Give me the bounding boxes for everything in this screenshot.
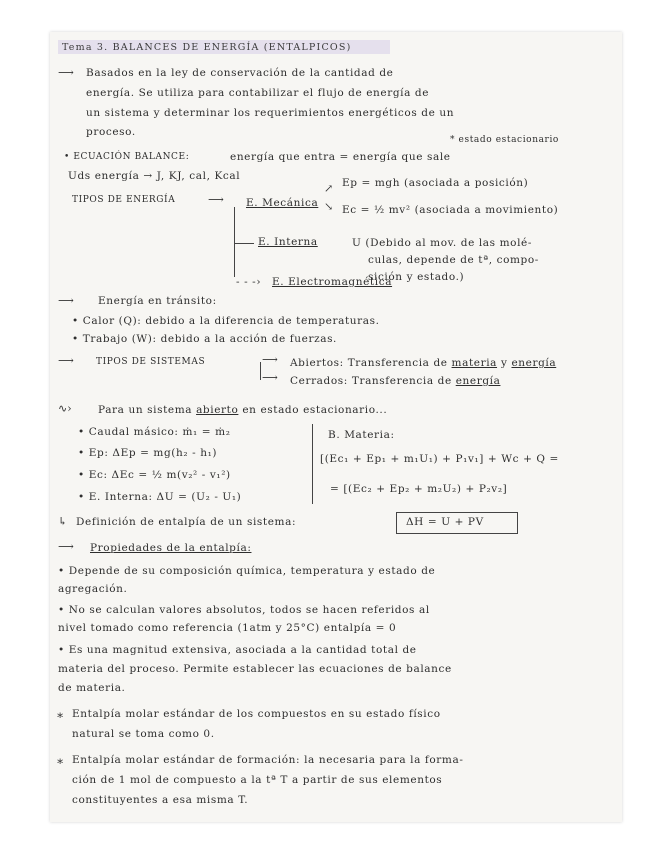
prop-line: • Es una magnitud extensiva, asociada a la cantidad total de xyxy=(58,644,417,656)
ecuacion-text: energía que entra = energía que sale xyxy=(230,151,451,163)
ep-line: Ep = mgh (asociada a posición) xyxy=(342,177,529,189)
intro-line: Basados en la ley de conservación de la cantidad de xyxy=(86,67,394,79)
interna: E. Interna xyxy=(258,236,318,248)
tipos-sistemas-label: TIPOS DE SISTEMAS xyxy=(96,357,206,367)
para-sistema xyxy=(98,404,387,416)
definicion-formula: ΔH = U + PV xyxy=(406,516,484,528)
abiertos-y: y xyxy=(497,357,512,369)
arrow-icon: ⟶ xyxy=(58,66,74,79)
ep-delta: • Ep: ΔEp = mg(h₂ - h₁) xyxy=(78,447,218,459)
hook-arrow-icon: ↳ xyxy=(58,515,68,528)
star1-line: Entalpía molar estándar de los compuestos en su estado físico xyxy=(72,708,441,720)
unidades: Uds energía → J, KJ, cal, Kcal xyxy=(68,170,241,182)
arrow-icon: ⟶ xyxy=(58,354,74,367)
tree-vline xyxy=(260,362,261,380)
star-icon: ∗ xyxy=(56,708,65,722)
prop-line: materia del proceso. Permite establecer las ecuaciones de balance xyxy=(58,663,452,675)
star2-line: ción de 1 mol de compuesto a la tª T a partir de sus elementos xyxy=(72,774,443,786)
abiertos xyxy=(290,357,556,369)
star-icon: ∗ xyxy=(56,754,65,768)
transito: Energía en tránsito: xyxy=(98,295,217,307)
brace-icon: ↗ xyxy=(324,182,334,195)
trabajo: • Trabajo (W): debido a la acción de fuerzas. xyxy=(72,333,337,345)
interna-desc: U (Debido al mov. de las molé- xyxy=(352,237,532,249)
brace-icon: ↘ xyxy=(324,200,334,213)
wavy-arrow-icon: ∿› xyxy=(58,402,72,415)
arrow-icon: ⟶ xyxy=(262,371,278,384)
ec-delta: • Ec: ΔEc = ½ m(v₂² - v₁²) xyxy=(78,469,231,481)
tree-hline xyxy=(234,243,254,244)
page-title: Tema 3. BALANCES DE ENERGÍA (ENTALPICOS) xyxy=(62,42,352,53)
star2-line: Entalpía molar estándar de formación: la necesaria para la forma- xyxy=(72,754,464,766)
intro-line: proceso. xyxy=(86,126,136,138)
prop-line: de materia. xyxy=(58,682,126,694)
star1-line: natural se toma como 0. xyxy=(72,728,215,740)
cerrados-energia: energía xyxy=(455,375,501,387)
interna-desc: sición y estado.) xyxy=(368,271,465,283)
prop-line: agregación. xyxy=(58,583,128,595)
arrow-icon: ⟶ xyxy=(262,353,278,366)
arrow-icon: ⟶ xyxy=(58,294,74,307)
caudal: • Caudal másico: ṁ₁ = ṁ₂ xyxy=(78,426,231,438)
dashed-arrow-icon: - - -› xyxy=(236,276,262,288)
electromagnetica: E. Electromagnética xyxy=(272,276,393,288)
tree-vline xyxy=(234,207,235,277)
equation-1: [(Ec₁ + Ep₁ + m₁U₁) + P₁v₁] + Wc + Q = xyxy=(320,453,559,465)
prop-line: • Depende de su composición química, temperatura y estado de xyxy=(58,565,436,577)
cerrados xyxy=(290,375,500,387)
calor: • Calor (Q): debido a la diferencia de temperaturas. xyxy=(72,315,380,327)
prop-line: • No se calculan valores absolutos, todos se hacen referidos al xyxy=(58,604,430,616)
ec-line: Ec = ½ mv² (asociada a movimiento) xyxy=(342,204,559,216)
arrow-icon: ⟶ xyxy=(58,540,74,553)
abiertos-materia: materia xyxy=(451,357,498,369)
mecanica: E. Mecánica xyxy=(246,197,319,209)
b-materia: B. Materia: xyxy=(328,429,395,441)
equation-2: = [(Ec₂ + Ep₂ + m₂U₂) + P₂v₂] xyxy=(330,483,508,495)
star2-line: constituyentes a esa misma T. xyxy=(72,794,249,806)
definicion: Definición de entalpía de un sistema: xyxy=(76,516,297,528)
tipos-energia-label: TIPOS DE ENERGÍA xyxy=(72,195,176,205)
notebook-page xyxy=(50,32,622,822)
para-abierto: abierto xyxy=(196,404,239,416)
ei-delta: • E. Interna: ΔU = (U₂ - U₁) xyxy=(78,491,242,503)
abiertos-energia: energía xyxy=(511,357,557,369)
prop-line: nivel tomado como referencia (1atm y 25°C) entalpía = 0 xyxy=(58,622,397,634)
cerrados-label: Cerrados: Transferencia de xyxy=(290,375,456,387)
note-estado: * estado estacionario xyxy=(450,135,559,145)
para-pre: Para un sistema xyxy=(98,404,197,416)
intro-line: un sistema y determinar los requerimientos energéticos de un xyxy=(86,107,455,119)
interna-desc: culas, depende de tª, compo- xyxy=(368,254,539,266)
intro-line: energía. Se utiliza para contabilizar el flujo de energía de xyxy=(86,87,430,99)
divider-line xyxy=(312,424,313,504)
arrow-icon: ⟶ xyxy=(208,193,224,206)
propiedades: Propiedades de la entalpía: xyxy=(90,542,252,554)
para-post: en estado estacionario... xyxy=(238,404,388,416)
ecuacion-label: • ECUACIÓN BALANCE: xyxy=(64,152,190,162)
abiertos-label: Abiertos: Transferencia de xyxy=(290,357,452,369)
